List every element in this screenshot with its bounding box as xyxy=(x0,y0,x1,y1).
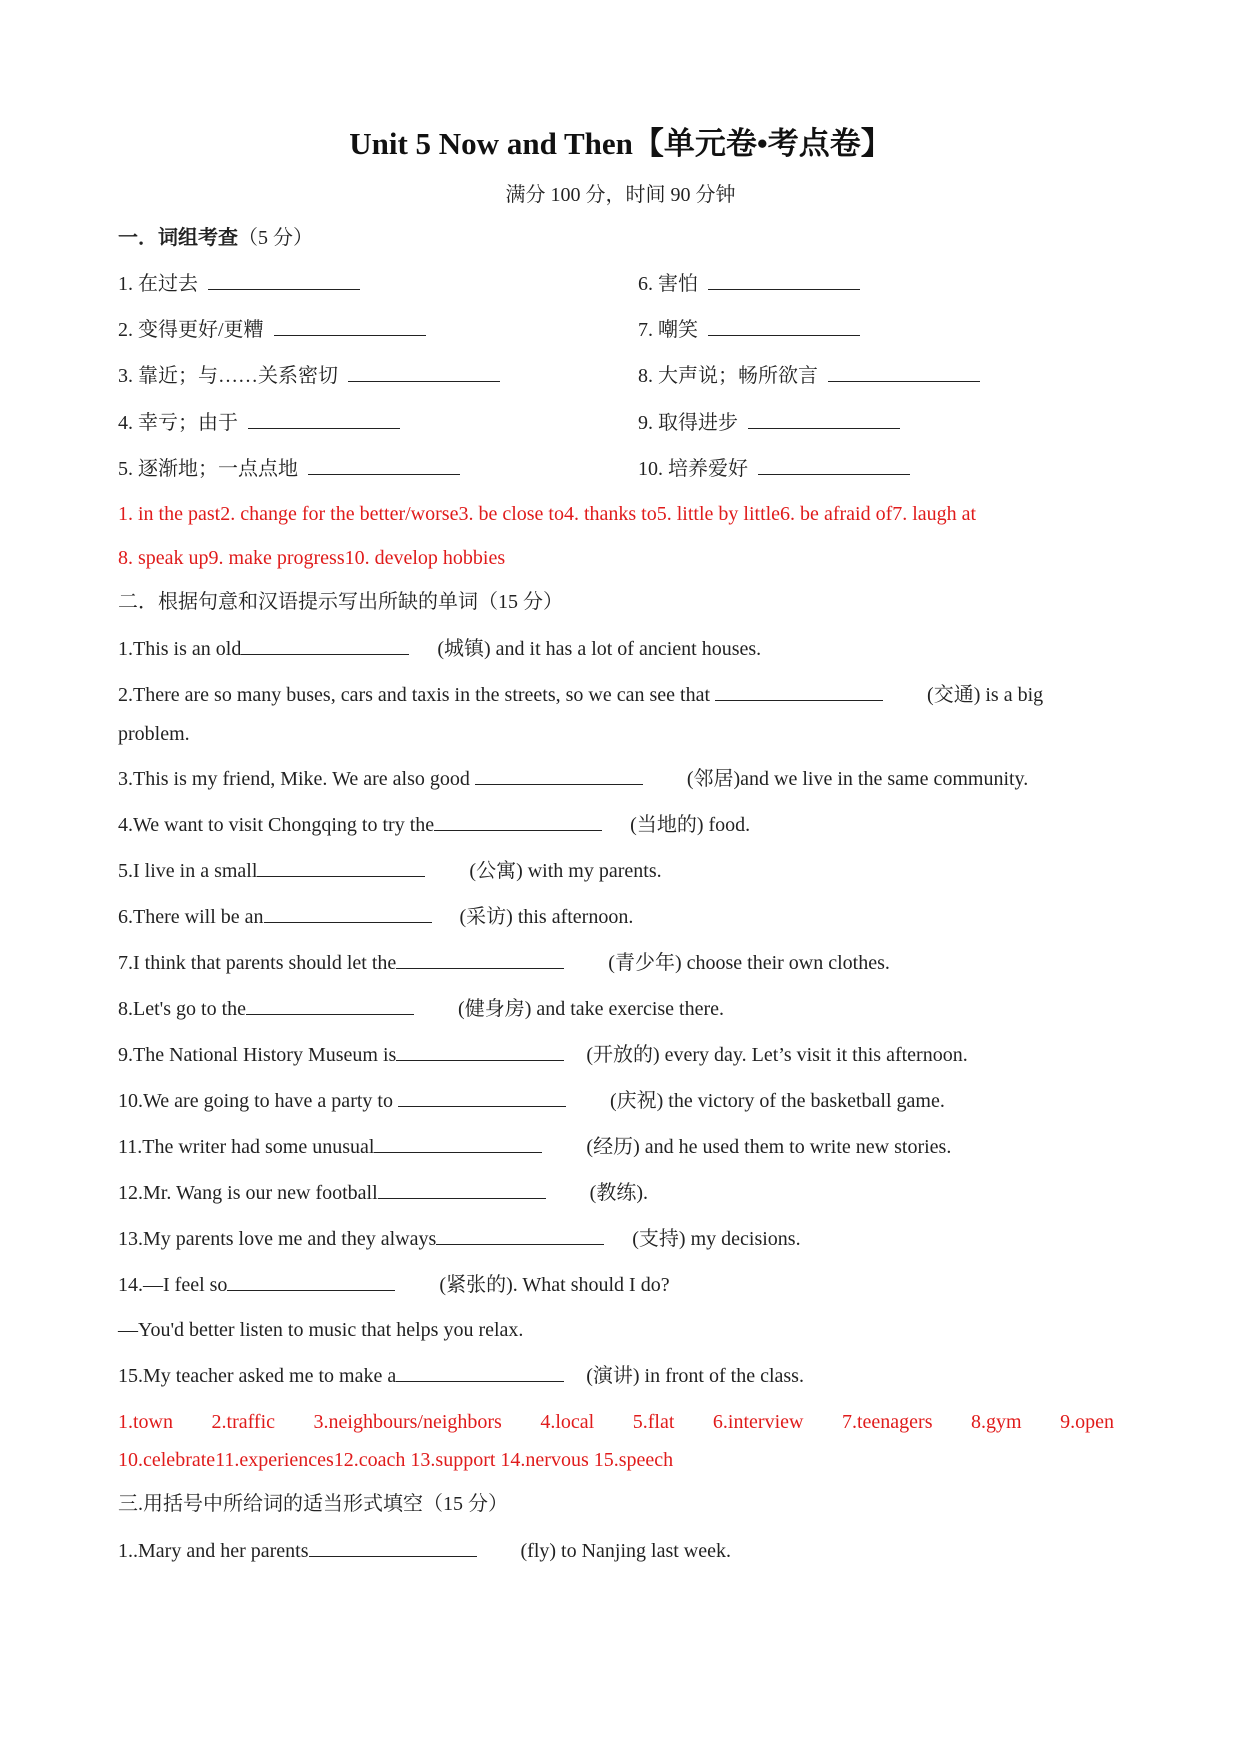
phrase-item xyxy=(638,362,980,390)
answer-blank[interactable] xyxy=(308,456,460,475)
question-item xyxy=(118,1537,731,1565)
question-item xyxy=(118,1087,945,1115)
answer-blank[interactable] xyxy=(708,317,860,336)
phrase-item xyxy=(638,316,860,344)
answer-blank[interactable] xyxy=(257,858,425,877)
page-subtitle: 满分 100 分，时间 90 分钟 xyxy=(505,184,736,206)
question-item xyxy=(118,1133,951,1161)
question-hint: (支持) my decisions. xyxy=(632,1228,801,1250)
question-item xyxy=(118,681,1043,709)
question-text: 9.The National History Museum is xyxy=(118,1044,397,1066)
question-continuation: problem. xyxy=(118,723,190,745)
phrase-label: 10. 培养爱好 xyxy=(638,458,748,480)
question-text: 3.This is my friend, Mike. We are also good xyxy=(118,768,470,790)
question-hint: (演讲) in front of the class. xyxy=(586,1365,804,1387)
answer-blank[interactable] xyxy=(246,996,414,1015)
answer-blank[interactable] xyxy=(264,904,432,923)
question-text: 13.My parents love me and they always xyxy=(118,1228,437,1250)
answer-blank[interactable] xyxy=(398,1088,566,1107)
section1-answers: 8. speak up9. make progress10. develop hobbies xyxy=(118,547,506,569)
question-hint: (经历) and he used them to write new stories. xyxy=(586,1136,952,1158)
answer-key: 2.traffic xyxy=(211,1411,276,1433)
phrase-item xyxy=(638,409,900,437)
answer-key: 3.neighbours/neighbors xyxy=(313,1411,502,1433)
question-text: 1.This is an old xyxy=(118,638,242,660)
phrase-item xyxy=(118,455,460,483)
question-hint: (紧张的). What should I do? xyxy=(439,1274,670,1296)
question-item xyxy=(118,995,724,1023)
question-text: 11.The writer had some unusual xyxy=(118,1136,375,1158)
section1-heading xyxy=(118,224,313,252)
question-item xyxy=(118,903,633,931)
answer-key: 9.open xyxy=(1060,1411,1114,1433)
answer-blank[interactable] xyxy=(475,766,643,785)
section3-heading: 三.用括号中所给词的适当形式填空（15 分） xyxy=(118,1493,508,1515)
question-text: 7.I think that parents should let the xyxy=(118,952,397,974)
answer-blank[interactable] xyxy=(396,1363,564,1382)
section2-answers xyxy=(118,1408,1114,1436)
phrase-label: 1. 在过去 xyxy=(118,273,198,295)
answer-blank[interactable] xyxy=(396,950,564,969)
answer-blank[interactable] xyxy=(434,812,602,831)
question-item xyxy=(118,857,662,885)
answer-key: 6.interview xyxy=(712,1411,804,1433)
phrase-item xyxy=(118,362,500,390)
question-item xyxy=(118,1041,968,1069)
question-text: 8.Let's go to the xyxy=(118,998,247,1020)
section1-heading-score: （5 分） xyxy=(238,227,313,249)
question-text: 4.We want to visit Chongqing to try the xyxy=(118,814,435,836)
answer-blank[interactable] xyxy=(309,1538,477,1557)
section2-heading: 二．根据句意和汉语提示写出所缺的单词（15 分） xyxy=(118,591,563,613)
phrase-label: 8. 大声说；畅所欲言 xyxy=(638,365,818,387)
phrase-item xyxy=(638,455,910,483)
phrase-label: 9. 取得进步 xyxy=(638,412,738,434)
phrase-label: 7. 嘲笑 xyxy=(638,319,698,341)
question-hint: (公寓) with my parents. xyxy=(469,860,662,882)
question-hint: (教练). xyxy=(589,1182,648,1204)
answer-blank[interactable] xyxy=(758,456,910,475)
section1-answers: 1. in the past2. change for the better/worse3. be close to4. thanks to5. little by little6. be afraid of7. laugh at xyxy=(118,503,977,525)
section2-answers: 10.celebrate11.experiences12.coach 13.support 14.nervous 15.speech xyxy=(118,1449,674,1471)
question-item xyxy=(118,949,890,977)
answer-blank[interactable] xyxy=(241,636,409,655)
answer-blank[interactable] xyxy=(374,1134,542,1153)
answer-blank[interactable] xyxy=(348,363,500,382)
answer-key: 4.local xyxy=(540,1411,595,1433)
question-text: 5.I live in a small xyxy=(118,860,258,882)
question-text: 12.Mr. Wang is our new football xyxy=(118,1182,378,1204)
answer-blank[interactable] xyxy=(715,682,883,701)
question-hint: (开放的) every day. Let’s visit it this afternoon. xyxy=(586,1044,968,1066)
answer-blank[interactable] xyxy=(828,363,980,382)
question-item xyxy=(118,1362,804,1390)
section1-heading-title: 一．词组考查 xyxy=(118,227,238,249)
question-hint: (当地的) food. xyxy=(630,814,751,836)
question-hint: (庆祝) the victory of the basketball game. xyxy=(609,1090,945,1112)
question-item xyxy=(118,811,750,839)
answer-blank[interactable] xyxy=(227,1272,395,1291)
question-text: 14.—I feel so xyxy=(118,1274,228,1296)
phrase-label: 3. 靠近；与……关系密切 xyxy=(118,365,338,387)
question-text: 2.There are so many buses, cars and taxis in the streets, so we can see that xyxy=(118,684,711,706)
question-item xyxy=(118,1179,648,1207)
question-item xyxy=(118,635,761,663)
phrase-item xyxy=(118,316,426,344)
question-hint: (城镇) and it has a lot of ancient houses. xyxy=(437,638,762,660)
question-hint: (fly) to Nanjing last week. xyxy=(520,1540,731,1562)
phrase-item xyxy=(118,409,400,437)
phrase-item xyxy=(638,270,860,298)
phrase-label: 4. 幸亏；由于 xyxy=(118,412,238,434)
phrase-label: 6. 害怕 xyxy=(638,273,698,295)
answer-blank[interactable] xyxy=(248,410,400,429)
question-text: 6.There will be an xyxy=(118,906,264,928)
question-text: 10.We are going to have a party to xyxy=(118,1090,393,1112)
question-item xyxy=(118,1271,670,1299)
question-hint: (健身房) and take exercise there. xyxy=(458,998,725,1020)
answer-blank[interactable] xyxy=(436,1226,604,1245)
phrase-label: 2. 变得更好/更糟 xyxy=(118,319,264,341)
question-reply: —You'd better listen to music that helps you relax. xyxy=(118,1319,524,1341)
question-item xyxy=(118,1225,801,1253)
question-hint: (青少年) choose their own clothes. xyxy=(608,952,890,974)
answer-key: 8.gym xyxy=(971,1411,1022,1433)
answer-blank[interactable] xyxy=(378,1180,546,1199)
phrase-item xyxy=(118,270,360,298)
answer-blank[interactable] xyxy=(274,317,426,336)
question-hint: (交通) is a big xyxy=(927,684,1044,706)
answer-blank[interactable] xyxy=(396,1042,564,1061)
answer-blank[interactable] xyxy=(748,410,900,429)
question-text: 15.My teacher asked me to make a xyxy=(118,1365,397,1387)
answer-blank[interactable] xyxy=(208,271,360,290)
question-hint: (采访) this afternoon. xyxy=(459,906,634,928)
answer-key: 5.flat xyxy=(632,1411,675,1433)
question-hint: (邻居)and we live in the same community. xyxy=(686,768,1029,790)
phrase-label: 5. 逐渐地；一点点地 xyxy=(118,458,298,480)
question-item xyxy=(118,765,1028,793)
answer-key: 7.teenagers xyxy=(841,1411,933,1433)
page-title: Unit 5 Now and Then【单元卷•考点卷】 xyxy=(349,126,892,161)
answer-key: 1.town xyxy=(118,1411,173,1433)
question-text: 1..Mary and her parents xyxy=(118,1540,309,1562)
answer-blank[interactable] xyxy=(708,271,860,290)
